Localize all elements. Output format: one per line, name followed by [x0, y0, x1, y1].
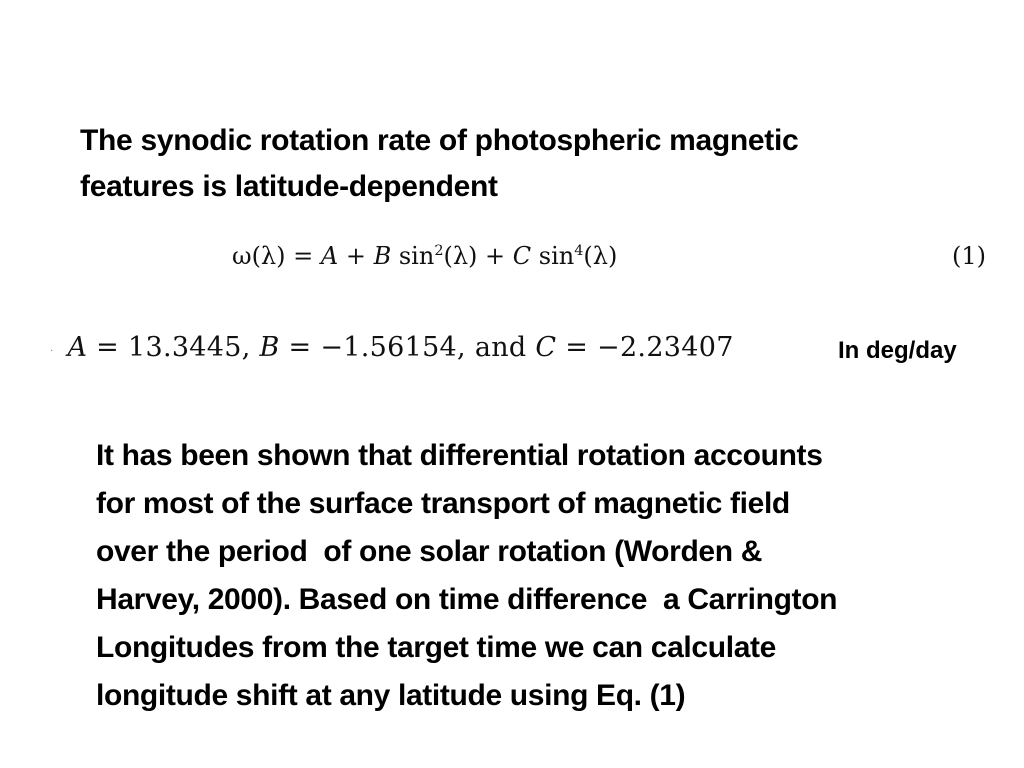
equation-number: (1) [952, 242, 986, 270]
equation-sin-term-1: sin [391, 242, 435, 270]
heading-line-2: features is latitude-dependent [80, 170, 498, 203]
coefficient-a-symbol: A [67, 332, 88, 363]
slide-heading [80, 118, 960, 210]
body-line-4: Harvey, 2000). Based on time difference a Carrington [96, 583, 838, 616]
coefficient-b-value: = −1.56154, [279, 332, 475, 363]
equation-symbol-c: C [512, 242, 532, 270]
body-line-3: over the period of one solar rotation (Worden & [96, 535, 763, 568]
body-line-1: It has been shown that differential rotation accounts [96, 439, 823, 472]
coefficient-values [50, 324, 734, 373]
coefficient-b-symbol: B [259, 332, 280, 363]
equation-exponent-2: 2 [434, 243, 444, 259]
rotation-rate-equation [232, 236, 617, 276]
equation-symbol-b: B [373, 242, 392, 270]
equation-plus: + [338, 242, 374, 270]
body-paragraph [96, 432, 996, 720]
bullet-marker: . [50, 342, 54, 354]
equation-argument-2: (λ) [583, 242, 618, 270]
equation-exponent-4: 4 [574, 243, 584, 259]
coefficient-and-word: and [474, 332, 536, 363]
body-line-5: Longitudes from the target time we can calculate [96, 631, 777, 664]
coefficient-a-value: = 13.3445, [87, 332, 260, 363]
heading-line-1: The synodic rotation rate of photospheric magnetic [80, 124, 799, 157]
body-line-2: for most of the surface transport of magnetic field [96, 487, 790, 520]
units-label: In deg/day [838, 337, 957, 364]
coefficient-c-value: = −2.23407 [556, 332, 734, 363]
equation-sin-term-2: sin [531, 242, 575, 270]
coefficient-c-symbol: C [535, 332, 557, 363]
equation-symbol-a: A [320, 242, 339, 270]
body-line-6: longitude shift at any latitude using Eq. (1) [96, 679, 686, 712]
equation-argument-1: (λ) + [443, 242, 513, 270]
equation-lhs: ω(λ) = [232, 242, 321, 270]
